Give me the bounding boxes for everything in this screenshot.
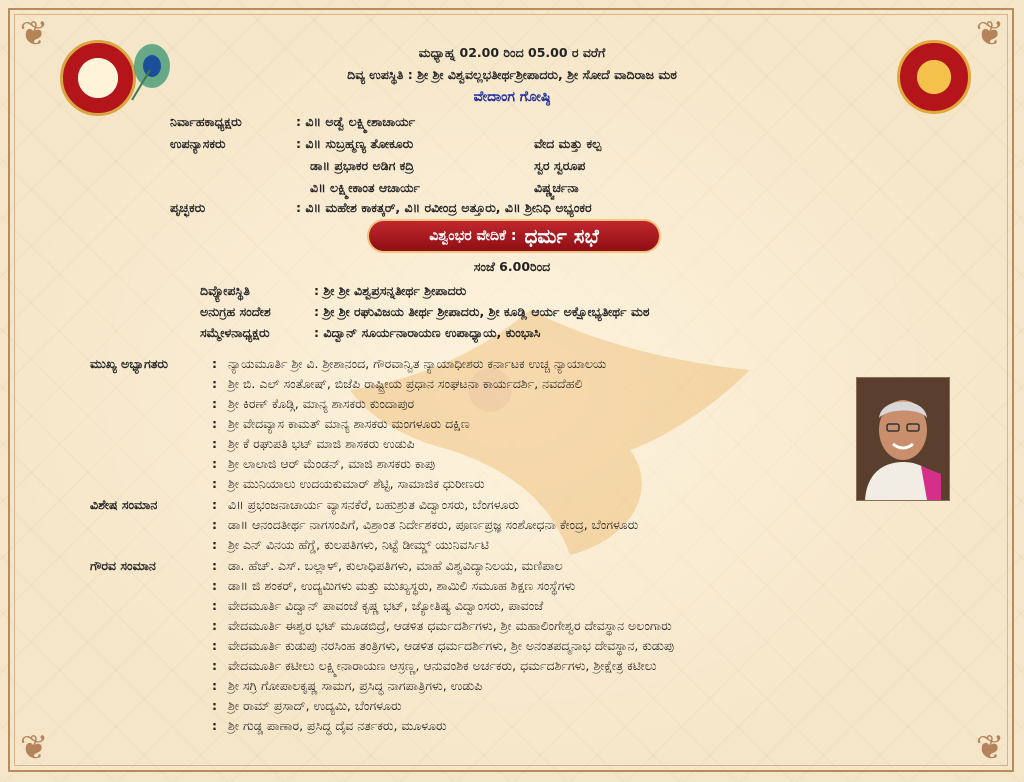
row-label: ಸಮ್ಮೇಳನಾಧ್ಯಕ್ಷರು [200, 325, 270, 340]
honouree-line: ಶ್ರೀ ಗುಡ್ಡ ಪಾಣಾರ, ಪ್ರಸಿದ್ಧ ದೈವ ನರ್ತಕರು, ಮೂಳೂರು [228, 718, 447, 733]
speaker-name: ವಿ॥ ಲಕ್ಷ್ಮೀಕಾಂತ ಆಚಾರ್ಯ [310, 180, 420, 195]
time-line: ಮಧ್ಯಾಹ್ನ 02.00 ರಿಂದ 05.00 ರ ವರೆಗೆ [418, 45, 606, 60]
presence-line: ದಿವ್ಯ ಉಪಸ್ಥಿತಿ : ಶ್ರೀ ಶ್ರೀ ವಿಶ್ವವಲ್ಲಭತೀರ್ಥಶ್ರೀಪಾದರು, ಶ್ರೀ ಸೋದೆ ವಾದಿರಾಜ ಮಠ [347, 67, 677, 82]
guest-line: ಶ್ರೀ ಕಿರಣ್ ಕೊಡ್ಗಿ, ಮಾನ್ಯ ಶಾಸಕರು ಕುಂದಾಪುರ [228, 396, 415, 411]
honouree-line: ಶ್ರೀ ರಾಮ್ ಪ್ರಸಾದ್, ಉದ್ಯಮಿ, ಬೆಂಗಳೂರು [228, 698, 402, 713]
guest-line: ಶ್ರೀ ಬಿ. ಎಲ್ ಸಂತೋಷ್, ಬಿಜೆಪಿ ರಾಷ್ಟ್ರೀಯ ಪ್ರಧಾನ ಸಂಘಟನಾ ಕಾರ್ಯದರ್ಶಿ, ನವದೆಹಲಿ [228, 376, 583, 391]
speaker-name: ಡಾ॥ ಪ್ರಭಾಕರ ಅಡಿಗ ಕದ್ರಿ [310, 158, 414, 173]
row-value: : ವಿದ್ವಾನ್ ಸೂರ್ಯನಾರಾಯಣ ಉಪಾಧ್ಯಾಯ, ಕುಂಭಾಸಿ [314, 325, 541, 340]
speaker-topic: ವಿಷ್ಣ್ವರ್ಚನಾ [534, 180, 579, 195]
honouree-line: ಡಾ॥ ಆನಂದತೀರ್ಥ ನಾಗಸಂಪಿಗೆ, ವಿಶ್ರಾಂತ ನಿರ್ದೇಶಕರು, ಪೂರ್ಣಪ್ರಜ್ಞ ಸಂಶೋಧನಾ ಕೇಂದ್ರ, ಬೆಂಗಳೂರು [228, 517, 639, 532]
chief-guests-label: ಮುಖ್ಯ ಅಭ್ಯಾಗತರು [90, 356, 168, 371]
row-label: ದಿವ್ಯೋಪಸ್ಥಿತಿ [200, 283, 250, 298]
special-honour-label: ವಿಶೇಷ ಸಂಮಾನ [90, 497, 158, 512]
honouree-line: ಡಾ. ಹೆಚ್. ಎಸ್. ಬಲ್ಲಾಳ್, ಕುಲಾಧಿಪತಿಗಳು, ಮಾಹೆ ವಿಶ್ವವಿದ್ಯಾನಿಲಯ, ಮಣಿಪಾಲ [228, 558, 563, 573]
honouree-line: ವಿ॥ ಪ್ರಭಂಜನಾಚಾರ್ಯ ವ್ಯಾಸನಕೆರೆ, ಬಹುಶ್ರುತ ವಿದ್ವಾಂಸರು, ಬೆಂಗಳೂರು [228, 497, 520, 512]
evening-time: ಸಂಜೆ 6.00ರಿಂದ [473, 259, 551, 274]
guest-line: ಶ್ರೀ ವೇದವ್ಯಾಸ ಕಾಮತ್ ಮಾನ್ಯ ಶಾಸಕರು ಮಂಗಳೂರು ದಕ್ಷಿಣ [228, 416, 470, 431]
honour-label: ಗೌರವ ಸಂಮಾನ [90, 558, 156, 573]
honouree-line: ವೇದಮೂರ್ತಿ ಕಟೀಲು ಲಕ್ಷ್ಮೀನಾರಾಯಣ ಆಸ್ರಣ್ಣ, ಆನುವಂಶಿಕ ಅರ್ಚಕರು, ಧರ್ಮದರ್ಶಿಗಳು, ಶ್ರೀಕ್ಷೇತ್ರ ಕಟೀಲು [228, 658, 657, 673]
guest-photo [856, 377, 950, 501]
guest-line: ಶ್ರೀ ಲಾಲಾಜಿ ಆರ್ ಮೆಂಡನ್, ಮಾಜಿ ಶಾಸಕರು ಕಾಪು [228, 456, 436, 471]
row-label: ಅನುಗ್ರಹ ಸಂದೇಶ [200, 304, 271, 319]
guest-line: ಶ್ರೀ ಕೆ ರಘುಪತಿ ಭಟ್ ಮಾಜಿ ಶಾಸಕರು ಉಡುಪಿ [228, 436, 415, 451]
honouree-line: ಡಾ॥ ಜಿ ಶಂಕರ್, ಉದ್ಯಮಿಗಳು ಮತ್ತು ಮುಖ್ಯಸ್ಥರು, ಶಾಮಿಲಿ ಸಮೂಹ ಶಿಕ್ಷಣ ಸಂಸ್ಥೆಗಳು [228, 578, 576, 593]
speaker-name: : ವಿ॥ ಸುಬ್ರಹ್ಮಣ್ಯ ತೋಕೂರು [296, 136, 414, 151]
invitation-page: ❦ ❦ ❦ ❦ ಮಧ್ಯಾಹ್ನ 02.00 ರಿಂದ 05.00 ರ ವರೆಗೆ ದಿವ್ಯ ಉಪಸ್ಥಿತಿ : ಶ್ರೀ ಶ್ರೀ ವಿಶ್ವವಲ್ಲಭತೀರ್ಥಶ್ರೀಪಾದರು, ಶ್ರೀ ಸೋದೆ ವಾದಿರಾಜ ಮಠ ವೇದಾಂಗ ಗೋಷ್ಠಿ ನಿರ್ವಾಹಕಾಧ್ಯಕ್ಷರು : ವಿ॥ ಅಡ್ವೆ ಲಕ್ಷ್ಮೀಶಾಚಾರ್ಯ ಉಪನ್ಯಾಸಕರು : ವಿ॥ ಸುಬ್ರಹ್ಮಣ್ಯ ತೋಕೂರು ವೇದ ಮತ್ತು ಕಲ್ಪ ಡಾ॥ ಪ್ರಭಾಕರ ಅಡಿಗ ಕದ್ರಿ ಸ್ವರ ಸ್ವರೂಪ ವಿ॥ ಲಕ್ಷ್ಮೀಕಾಂತ ಆಚಾರ್ಯ ವಿಷ್ಣ್ವರ್ಚನಾ ಪೃಚ್ಛಕರು : ವಿ॥ ಮಹೇಶ ಕಾಕತ್ಕರ್, ವಿ॥ ರವೀಂದ್ರ ಅತ್ತೂರು, ವಿ॥ ಶ್ರೀನಿಧಿ ಅಭ್ಯಂಕರ ವಿಶ್ವಂಭರ ವೇದಿಕೆ : ಧರ್ಮ ಸಭೆ ಸಂಜೆ 6.00ರಿಂದ ದಿವ್ಯೋಪಸ್ಥಿತಿ : ಶ್ರೀ ಶ್ರೀ ವಿಶ್ವಪ್ರಸನ್ನತೀರ್ಥ ಶ್ರೀಪಾದರು ಅನುಗ್ರಹ ಸಂದೇಶ : ಶ್ರೀ ಶ್ರೀ ರಘುವಿಜಯ ತೀರ್ಥ ಶ್ರೀಪಾದರು, ಶ್ರೀ ಕೂಡ್ಲಿ ಆರ್ಯ ಅಕ್ಷೋಭ್ಯತೀರ್ಥ ಮಠ ಸಮ್ಮೇಳನಾಧ್ಯಕ್ಷರು : ವಿದ್ವಾನ್ ಸೂರ್ಯನಾರಾಯಣ ಉಪಾಧ್ಯಾಯ, ಕುಂಭಾಸಿ ಮುಖ್ಯ ಅಭ್ಯಾಗತರು : ನ್ಯಾಯಮೂರ್ತಿ ಶ್ರೀ ವಿ. ಶ್ರೀಶಾನಂದ, ಗೌರವಾನ್ವಿತ ನ್ಯಾಯಾಧೀಶರು ಕರ್ನಾಟಕ ಉಚ್ಚ ನ್ಯಾಯಾಲಯ : ಶ್ರೀ ಬಿ. ಎಲ್ ಸಂತೋಷ್, ಬಿಜೆಪಿ ರಾಷ್ಟ್ರೀಯ ಪ್ರಧಾನ ಸಂಘಟನಾ ಕಾರ್ಯದರ್ಶಿ, ನವದೆಹಲಿ : ಶ್ರೀ ಕಿರಣ್ ಕೊಡ್ಗಿ, ಮಾನ್ಯ ಶಾಸಕರು ಕುಂದಾಪುರ : ಶ್ರೀ ವೇದವ್ಯಾಸ ಕಾಮತ್ ಮಾನ್ಯ ಶಾಸಕರು ಮಂಗಳೂರು ದಕ್ಷಿಣ : ಶ್ರೀ ಕೆ ರಘುಪತಿ ಭಟ್ ಮಾಜಿ ಶಾಸಕರು ಉಡುಪಿ : ಶ್ರೀ ಲಾಲಾಜಿ ಆರ್ ಮೆಂಡನ್, ಮಾಜಿ ಶಾಸಕರು ಕಾಪು : ಶ್ರೀ ಮುನಿಯಾಲು ಉದಯಕುಮಾರ್ ಶೆಟ್ಟಿ, ಸಾಮಾಜಿಕ ಧುರೀಣರು ವಿಶೇಷ ಸಂಮಾನ : ವಿ॥ ಪ್ರಭಂಜನಾಚಾರ್ಯ ವ್ಯಾಸನಕೆರೆ, ಬಹುಶ್ರುತ ವಿದ್ವಾಂಸರು, ಬೆಂಗಳೂರು : ಡಾ॥ ಆನಂದತೀರ್ಥ ನಾಗಸಂಪಿಗೆ, ವಿಶ್ರಾಂತ ನಿರ್ದೇಶಕರು, ಪೂರ್ಣಪ್ರಜ್ಞ ಸಂಶೋಧನಾ ಕೇಂದ್ರ, ಬೆಂಗಳೂರು : ಶ್ರೀ ಎನ್ ವಿನಯ ಹೆಗ್ಡೆ, ಕುಲಪತಿಗಳು, ನಿಟ್ಟೆ ಡೀಮ್ಡ್ ಯುನಿವರ್ಸಿಟಿ ಗೌರವ ಸಂಮಾನ : ಡಾ. ಹೆಚ್. ಎಸ್. ಬಲ್ಲಾಳ್, ಕುಲಾಧಿಪತಿಗಳು, ಮಾಹೆ ವಿಶ್ವವಿದ್ಯಾನಿಲಯ, ಮಣಿಪಾಲ : ಡಾ॥ ಜಿ ಶಂಕರ್, ಉದ್ಯಮಿಗಳು ಮತ್ತು ಮುಖ್ಯಸ್ಥರು, ಶಾಮಿಲಿ ಸಮೂಹ ಶಿಕ್ಷಣ ಸಂಸ್ಥೆಗಳು : ವೇದಮೂರ್ತಿ ವಿದ್ವಾನ್ ಪಾವಂಜೆ ಕೃಷ್ಣ ಭಟ್, ಜ್ಯೋತಿಷ್ಯ ವಿದ್ವಾಂಸರು, ಪಾವಂಜೆ : ವೇದಮೂರ್ತಿ ಈಶ್ವರ ಭಟ್ ಮೂಡಬಿದ್ರೆ, ಆಡಳಿತ ಧರ್ಮದರ್ಶಿಗಳು, ಶ್ರೀ ಮಹಾಲಿಂಗೇಶ್ವರ ದೇವಸ್ಥಾನ ಅಲಂಗಾರು : ವೇದಮೂರ್ತಿ ಕುಡುಪು ನರಸಿಂಹ ತಂತ್ರಿಗಳು, ಆಡಳಿತ ಧರ್ಮದರ್ಶಿಗಳು, ಶ್ರೀ ಅನಂತಪದ್ಮನಾಭ ದೇವಸ್ಥಾನ, ಕುಡುಪು : ವೇದಮೂರ್ತಿ ಕಟೀಲು ಲಕ್ಷ್ಮೀನಾರಾಯಣ ಆಸ್ರಣ್ಣ, ಆನುವಂಶಿಕ ಅರ್ಚಕರು, ಧರ್ಮದರ್ಶಿಗಳು, ಶ್ರೀಕ್ಷೇತ್ರ ಕಟೀಲು : ಶ್ರೀ ಸಗ್ರಿ ಗೋಪಾಲಕೃಷ್ಣ ಸಾಮಗ, ಪ್ರಸಿದ್ಧ ನಾಗಪಾತ್ರಿಗಳು, ಉಡುಪಿ : ಶ್ರೀ ರಾಮ್ ಪ್ರಸಾದ್, ಉದ್ಯಮಿ, ಬೆಂಗಳೂರು : ಶ್ರೀ ಗುಡ್ಡ ಪಾಣಾರ, ಪ್ರಸಿದ್ಧ ದೈವ ನರ್ತಕರು, ಮೂಳೂರು [0, 0, 1024, 782]
dharma-sabha-banner [367, 219, 661, 253]
row-value: : ಶ್ರೀ ಶ್ರೀ ರಘುವಿಜಯ ತೀರ್ಥ ಶ್ರೀಪಾದರು, ಶ್ರೀ ಕೂಡ್ಲಿ ಆರ್ಯ ಅಕ್ಷೋಭ್ಯತೀರ್ಥ ಮಠ [314, 304, 650, 319]
banner-title: ಧರ್ಮ ಸಭೆ [524, 224, 599, 248]
session-title: ವೇದಾಂಗ ಗೋಷ್ಠಿ [473, 89, 551, 105]
corner-ornament-icon: ❦ [975, 14, 1005, 54]
organiser-value: : ವಿ॥ ಅಡ್ವೆ ಲಕ್ಷ್ಮೀಶಾಚಾರ್ಯ [296, 114, 416, 129]
questioners-value: : ವಿ॥ ಮಹೇಶ ಕಾಕತ್ಕರ್, ವಿ॥ ರವೀಂದ್ರ ಅತ್ತೂರು, ವಿ॥ ಶ್ರೀನಿಧಿ ಅಭ್ಯಂಕರ [296, 200, 592, 215]
questioners-label: ಪೃಚ್ಛಕರು [170, 200, 206, 215]
row-value: : ಶ್ರೀ ಶ್ರೀ ವಿಶ್ವಪ್ರಸನ್ನತೀರ್ಥ ಶ್ರೀಪಾದರು [314, 283, 467, 298]
organiser-label: ನಿರ್ವಾಹಕಾಧ್ಯಕ್ಷರು [170, 114, 242, 129]
corner-ornament-icon: ❦ [19, 14, 49, 54]
honouree-line: ವೇದಮೂರ್ತಿ ಈಶ್ವರ ಭಟ್ ಮೂಡಬಿದ್ರೆ, ಆಡಳಿತ ಧರ್ಮದರ್ಶಿಗಳು, ಶ್ರೀ ಮಹಾಲಿಂಗೇಶ್ವರ ದೇವಸ್ಥಾನ ಅಲಂಗಾರು [228, 618, 672, 633]
speakers-label: ಉಪನ್ಯಾಸಕರು [170, 136, 226, 151]
corner-ornament-icon: ❦ [975, 728, 1005, 768]
honouree-line: ಶ್ರೀ ಸಗ್ರಿ ಗೋಪಾಲಕೃಷ್ಣ ಸಾಮಗ, ಪ್ರಸಿದ್ಧ ನಾಗಪಾತ್ರಿಗಳು, ಉಡುಪಿ [228, 678, 483, 693]
honouree-line: ವೇದಮೂರ್ತಿ ವಿದ್ವಾನ್ ಪಾವಂಜೆ ಕೃಷ್ಣ ಭಟ್, ಜ್ಯೋತಿಷ್ಯ ವಿದ್ವಾಂಸರು, ಪಾವಂಜೆ [228, 598, 544, 613]
honouree-line: ಶ್ರೀ ಎನ್ ವಿನಯ ಹೆಗ್ಡೆ, ಕುಲಪತಿಗಳು, ನಿಟ್ಟೆ ಡೀಮ್ಡ್ ಯುನಿವರ್ಸಿಟಿ [228, 537, 489, 552]
guest-line: ನ್ಯಾಯಮೂರ್ತಿ ಶ್ರೀ ವಿ. ಶ್ರೀಶಾನಂದ, ಗೌರವಾನ್ವಿತ ನ್ಯಾಯಾಧೀಶರು ಕರ್ನಾಟಕ ಉಚ್ಚ ನ್ಯಾಯಾಲಯ [228, 356, 607, 371]
banner-venue: ವಿಶ್ವಂಭರ ವೇದಿಕೆ : [429, 228, 517, 244]
speaker-topic: ವೇದ ಮತ್ತು ಕಲ್ಪ [534, 136, 602, 151]
honouree-line: ವೇದಮೂರ್ತಿ ಕುಡುಪು ನರಸಿಂಹ ತಂತ್ರಿಗಳು, ಆಡಳಿತ ಧರ್ಮದರ್ಶಿಗಳು, ಶ್ರೀ ಅನಂತಪದ್ಮನಾಭ ದೇವಸ್ಥಾನ, ಕುಡುಪು [228, 638, 675, 653]
speaker-topic: ಸ್ವರ ಸ್ವರೂಪ [534, 158, 586, 173]
guest-line: ಶ್ರೀ ಮುನಿಯಾಲು ಉದಯಕುಮಾರ್ ಶೆಟ್ಟಿ, ಸಾಮಾಜಿಕ ಧುರೀಣರು [228, 476, 485, 491]
corner-ornament-icon: ❦ [19, 728, 49, 768]
